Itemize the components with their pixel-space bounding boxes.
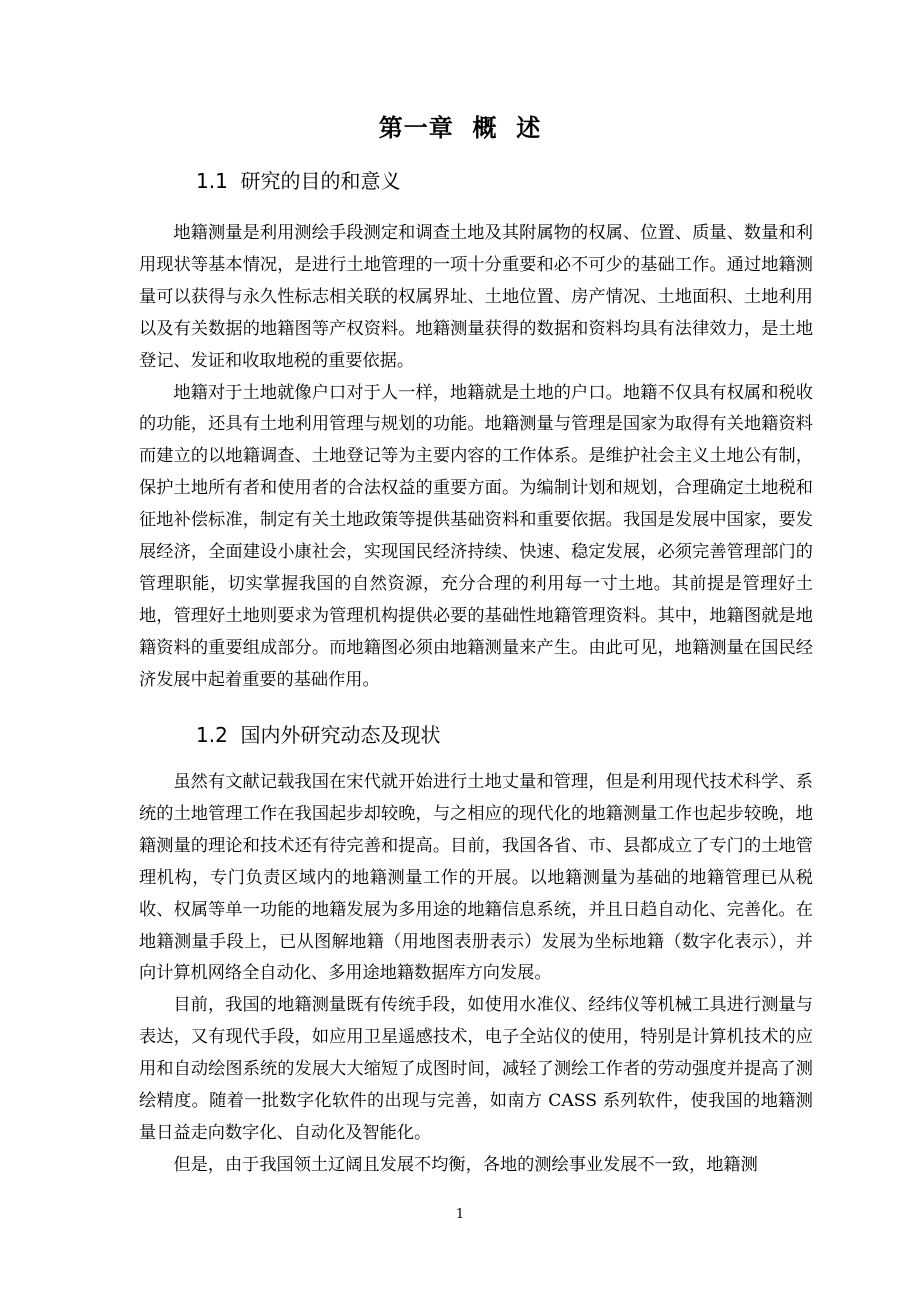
paragraph: 但是，由于我国领土辽阔且发展不均衡，各地的测绘事业发展不一致，地籍测 [173, 1154, 758, 1175]
section-heading-1-1: 1.1 研究的目的和意义 [196, 169, 401, 193]
paragraph: 虽然有文献记载我国在宋代就开始进行土地丈量和管理，但是利用现代技术科学、系统的土地管理工作在我国起步却较晚，与之相应的现代化的地籍测量工作也起步较晚，地籍测量的理论和技术还有待完善和提高。目前，我国各省、市、县都成立了专门的土地管理机构，专门负责区域内的地籍测量工作的开展。以地籍测量为基础的地籍管理已从税收、权属等单一功能的地籍发展为多用途的地籍信息系统，并且日趋自动化、完善化。在地籍测量手段上，已从图解地籍（用地图表册表示）发展为坐标地籍（数字化表示），并向计算机网络全自动化、多用途地籍数据库方向发展。 [139, 772, 813, 984]
section-heading-1-2: 1.2 国内外研究动态及现状 [196, 723, 441, 747]
section-1-1-body [139, 218, 813, 697]
page-number: 1 [455, 1207, 465, 1222]
chapter-title: 第一章 概 述 [378, 114, 542, 142]
paragraph: 目前，我国的地籍测量既有传统手段，如使用水准仪、经纬仪等机械工具进行测量与表达，又有现代手段，如应用卫星遥感技术，电子全站仪的使用，特别是计算机技术的应用和自动绘图系统的发展大大缩短了成图时间，减轻了测绘工作者的劳动强度并提高了测绘精度。随着一批数字化软件的出现与完善，如南方 CASS 系列软件，使我国的地籍测量日益走向数字化、自动化及智能化。 [139, 995, 813, 1143]
paragraph: 地籍测量是利用测绘手段测定和调查土地及其附属物的权属、位置、质量、数量和利用现状等基本情况，是进行土地管理的一项十分重要和必不可少的基础工作。通过地籍测量可以获得与永久性标志相关联的权属界址、土地位置、房产情况、土地面积、土地利用以及有关数据的地籍图等产权资料。地籍测量获得的数据和资料均具有法律效力，是土地登记、发证和收取地税的重要依据。 [139, 223, 813, 371]
section-1-2-body [139, 767, 813, 1182]
paragraph: 地籍对于土地就像户口对于人一样，地籍就是土地的户口。地籍不仅具有权属和税收的功能，还具有土地利用管理与规划的功能。地籍测量与管理是国家为取得有关地籍资料而建立的以地籍调查、土地登记等为主要内容的工作体系。是维护社会主义土地公有制，保护土地所有者和使用者的合法权益的重要方面。为编制计划和规划，合理确定土地税和征地补偿标准，制定有关土地政策等提供基础资料和重要依据。我国是发展中国家，要发展经济，全面建设小康社会，实现国民经济持续、快速、稳定发展，必须完善管理部门的管理职能，切实掌握我国的自然资源，充分合理的利用每一寸土地。其前提是管理好土地，管理好土地则要求为管理机构提供必要的基础性地籍管理资料。其中，地籍图就是地籍资料的重要组成部分。而地籍图必须由地籍测量来产生。由此可见，地籍测量在国民经济发展中起着重要的基础作用。 [139, 382, 813, 690]
